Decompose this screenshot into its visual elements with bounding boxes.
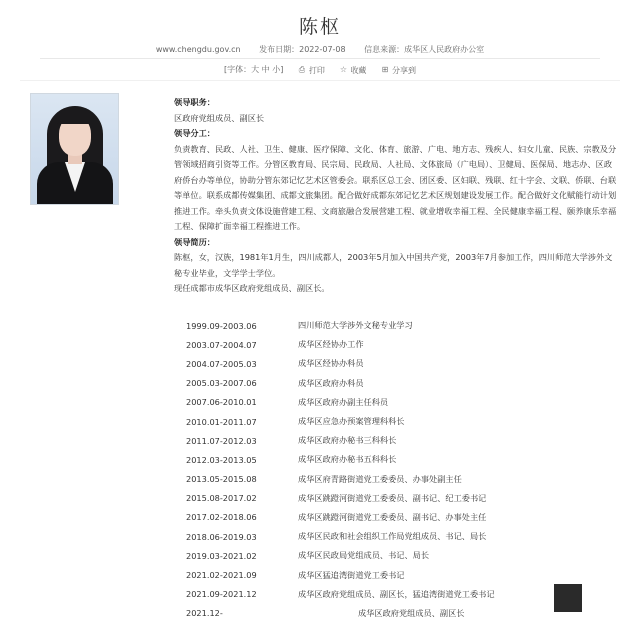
timeline-date: 2021.02-2021.09 — [186, 570, 257, 581]
bio-heading: 领导简历： — [174, 236, 215, 247]
timeline-date: 2007.06-2010.01 — [186, 397, 257, 408]
official-portrait — [30, 93, 119, 205]
article-tools — [0, 64, 640, 76]
timeline-desc: 成华区政府办秘书五科科长 — [298, 454, 397, 465]
share-label: 分享到 — [391, 65, 416, 75]
timeline-desc: 成华区民政和社会组织工作局党组成员、书记、局长 — [298, 531, 487, 542]
timeline-date: 2004.07-2005.03 — [186, 358, 257, 369]
timeline-row — [186, 393, 616, 412]
timeline-date: 2010.01-2011.07 — [186, 416, 257, 427]
timeline-row — [186, 354, 616, 373]
timeline-row — [186, 527, 616, 546]
divider — [40, 58, 600, 59]
timeline-date: 2003.07-2004.07 — [186, 339, 257, 350]
timeline-desc: 成华区政府办秘书三科科长 — [298, 435, 397, 446]
timeline-row — [186, 316, 616, 335]
timeline-row — [186, 374, 616, 393]
duties-heading: 领导分工： — [174, 128, 215, 138]
timeline-row — [186, 546, 616, 565]
timeline-desc: 成华区政府办科员 — [298, 377, 364, 388]
timeline-date: 2005.03-2007.06 — [186, 378, 257, 389]
favorite-button[interactable] — [339, 65, 366, 76]
timeline-desc: 成华区跳蹬河街道党工委委员、副书记、办事处主任 — [298, 511, 487, 522]
timeline-desc: 成华区民政局党组成员、书记、局长 — [298, 550, 430, 561]
font-size-label: [字体：大 中 小] — [224, 65, 284, 74]
dark-square-block — [554, 584, 582, 612]
timeline-desc: 成华区猛追湾街道党工委书记 — [298, 569, 405, 580]
timeline-date: 2021.12- — [186, 608, 223, 619]
site-url[interactable]: www.chengdu.gov.cn — [155, 45, 241, 54]
timeline-row — [186, 470, 616, 489]
font-size-switcher[interactable] — [224, 64, 283, 75]
print-icon: ⎙ — [298, 65, 306, 74]
timeline-date: 1999.09-2003.06 — [186, 320, 257, 331]
timeline-date: 2019.03-2021.02 — [186, 550, 257, 561]
divider — [20, 80, 620, 81]
position-heading: 领导职务： — [174, 97, 215, 107]
timeline-date: 2017.02-2018.06 — [186, 512, 257, 523]
timeline-row — [186, 565, 616, 584]
publish-date: 发布日期：2022-07-08 — [259, 45, 346, 54]
duties-text: 负责教育、民政、人社、卫生、健康、医疗保障、文化、体育、旅游、广电、地方志、残疾人、妇女儿童、民族、宗教及分管领域招商引资等工作。分管区教育局、民宗局、民政局、人社局、文体旅局（广电局）、卫健局、医保局、地志办、区政府侨台办等单位，协助分管东郊记忆艺术区管委会。联系区总工会、团区委、区妇联、残联、红十字会、文联、侨联、台联等单位。联系成都传媒集团、成都文旅集团。配合做好成都东郊记忆艺术区规划建设发展工作。配合做好文化赋能行动计划推进工作。牵头负责文体设施营建工程、文商旅融合发展营建工程、就业增收幸福工程、全民健康幸福工程、颐养康乐幸福工程、保障扩面幸福工程推进工作。 — [174, 143, 617, 231]
print-label: 打印 — [308, 65, 325, 75]
info-source: 信息来源：成华区人民政府办公室 — [364, 45, 485, 54]
position-text: 区政府党组成员、副区长 — [174, 112, 265, 123]
timeline-row — [186, 335, 616, 354]
timeline-desc: 成华区政府党组成员、副区长 — [358, 607, 465, 618]
timeline-desc: 成华区经协办工作 — [298, 339, 364, 350]
timeline-desc: 成华区政府办副主任科员 — [298, 396, 389, 407]
share-button[interactable] — [381, 65, 416, 76]
timeline-row — [186, 604, 616, 623]
page-title: 陈枢 — [298, 16, 341, 38]
bio-text: 陈枢，女，汉族，1981年1月生，四川成都人，2003年5月加入中国共产党，2003年7月参加工作，四川师范大学涉外文秘专业毕业，文学学士学位。 — [174, 252, 613, 278]
timeline-date: 2012.03-2013.05 — [186, 454, 257, 465]
timeline-date: 2021.09-2021.12 — [186, 589, 257, 600]
timeline-desc: 成华区经协办科员 — [298, 358, 364, 369]
star-icon: ☆ — [339, 65, 348, 74]
career-timeline — [186, 316, 616, 623]
timeline-row — [186, 585, 616, 604]
timeline-row — [186, 508, 616, 527]
timeline-row — [186, 450, 616, 469]
favorite-label: 收藏 — [350, 65, 367, 75]
timeline-date: 2011.07-2012.03 — [186, 435, 257, 446]
timeline-desc: 成华区应急办预案管理科科长 — [298, 416, 405, 427]
print-button[interactable] — [298, 65, 325, 76]
profile-content — [174, 95, 620, 297]
timeline-date: 2013.05-2015.08 — [186, 474, 257, 485]
timeline-desc: 成华区政府党组成员、副区长，猛追湾街道党工委书记 — [298, 588, 495, 599]
share-icon: ⊞ — [381, 65, 389, 74]
timeline-row — [186, 412, 616, 431]
timeline-date: 2018.06-2019.03 — [186, 531, 257, 542]
timeline-desc: 四川师范大学涉外文秘专业学习 — [298, 320, 413, 331]
current-position-text: 现任成都市成华区政府党组成员、副区长。 — [174, 283, 330, 293]
timeline-desc: 成华区跳蹬河街道党工委委员、副书记、纪工委书记 — [298, 492, 487, 503]
timeline-row — [186, 431, 616, 450]
timeline-desc: 成华区府青路街道党工委委员、办事处副主任 — [298, 473, 462, 484]
timeline-row — [186, 489, 616, 508]
article-meta — [0, 44, 640, 55]
timeline-date: 2015.08-2017.02 — [186, 493, 257, 504]
